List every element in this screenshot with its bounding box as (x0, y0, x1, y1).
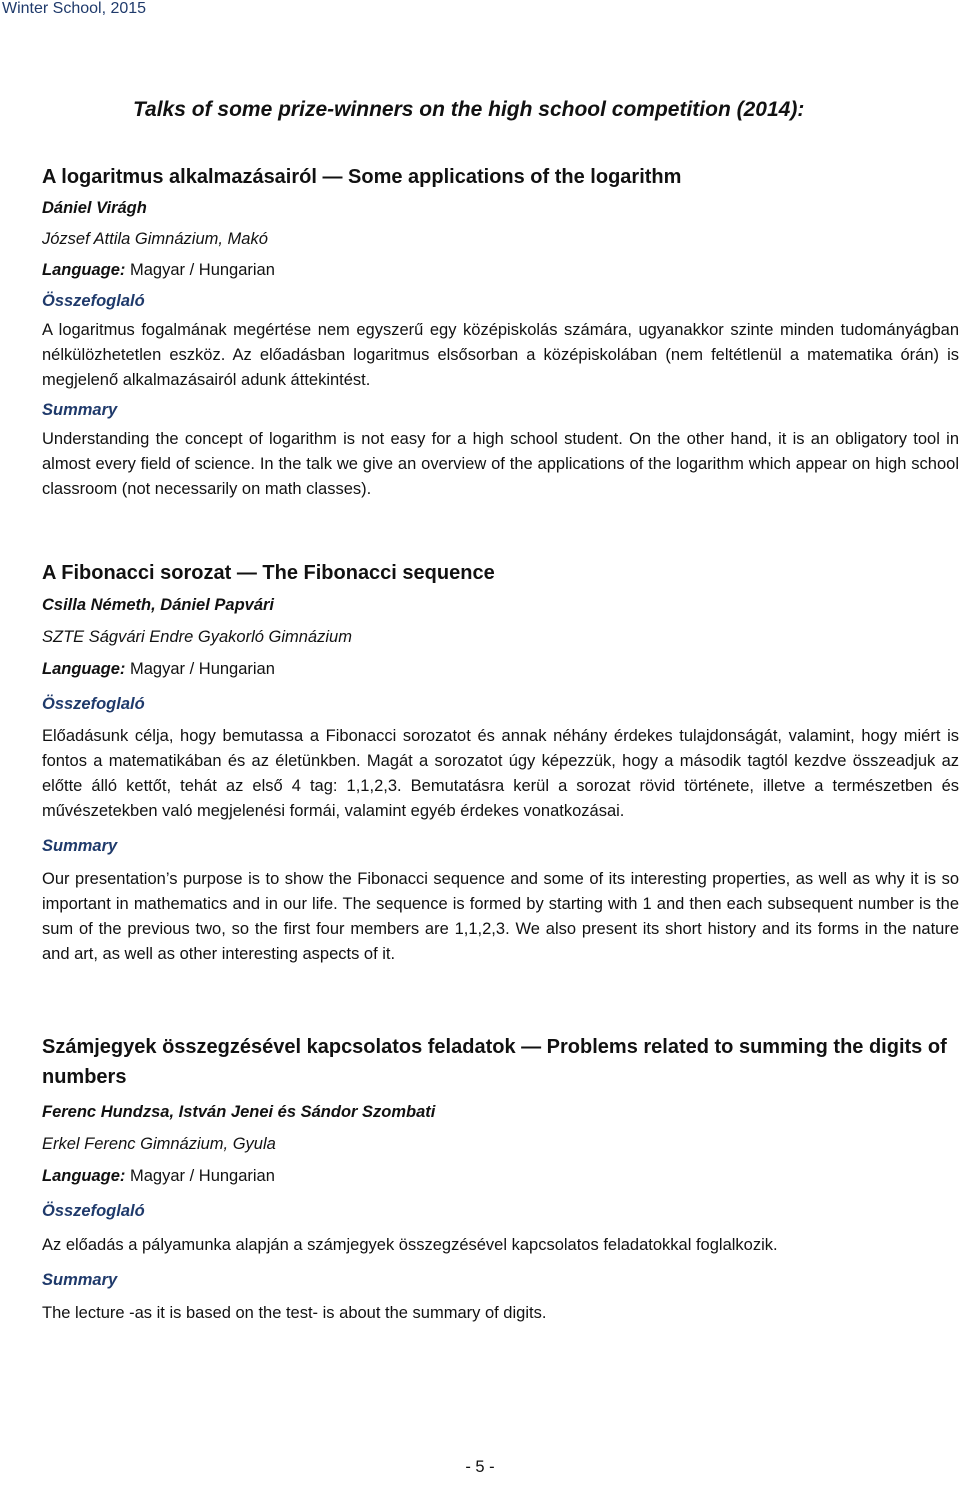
language-label: Language: (42, 261, 126, 279)
talk-language (42, 659, 959, 679)
language-label: Language: (42, 660, 126, 678)
abstract-hu: Előadásunk célja, hogy bemutassa a Fibonacci sorozatot és annak néhány érdekes tulajdonságát, valamint, hogy miért is fontos a matematikában és az életünkben. Magát a sorozatot úgy képezzük, hogy a második tagtól kezdve összeadjuk az előtte álló kettőt, tehát az első 4 tag: 1,1,2,3. Bemutatásra kerül a sorozat rövid története, illetve a természetben és művészetekben való megjelenési formái, valamint egyéb érdekes vonatkozásai. (42, 727, 959, 820)
language-value: Magyar / Hungarian (125, 660, 275, 678)
abstract-hu: Az előadás a pályamunka alapján a számjegyek összegzésével kapcsolatos feladatokkal foglalkozik. (42, 1236, 778, 1254)
talk-school: SZTE Ságvári Endre Gyakorló Gimnázium (42, 628, 352, 646)
language-value: Magyar / Hungarian (125, 261, 275, 279)
talk-title: A Fibonacci sorozat — The Fibonacci sequence (42, 562, 495, 584)
summary-text: The lecture -as it is based on the test- is about the summary of digits. (42, 1304, 547, 1322)
talk-authors: Csilla Németh, Dániel Papvári (42, 596, 275, 614)
talk-authors: Ferenc Hundzsa, István Jenei és Sándor Szombati (42, 1103, 436, 1121)
abstract-hu-label: Összefoglaló (42, 292, 145, 310)
abstract-hu-label: Összefoglaló (42, 1202, 145, 1220)
abstract-hu: A logaritmus fogalmának megértése nem egyszerű egy középiskolás számára, ugyanakkor szinte minden tudományágban nélkülözhetetlen eszköz. Az előadásban logaritmus elsősorban a középiskolában (nem feltétlenül a matematika órán) is megjelenő alkalmazásairól adunk áttekintést. (42, 321, 959, 389)
talk-fibonacci (42, 558, 959, 967)
summary-label: Summary (42, 1271, 118, 1289)
language-label: Language: (42, 1167, 126, 1185)
language-value: Magyar / Hungarian (125, 1167, 275, 1185)
talk-language (42, 1166, 959, 1186)
talk-authors: Dániel Virágh (42, 199, 147, 217)
page-title: Talks of some prize-winners on the high school competition (2014): (133, 98, 805, 121)
talk-school: Erkel Ferenc Gimnázium, Gyula (42, 1135, 276, 1153)
talk-title: Számjegyek összegzésével kapcsolatos feladatok — Problems related to summing the digits of numbers (42, 1036, 947, 1088)
talk-title: A logaritmus alkalmazásairól — Some applications of the logarithm (42, 166, 682, 188)
talk-digit-sums (42, 1032, 959, 1326)
summary-text: Our presentation’s purpose is to show the Fibonacci sequence and some of its interesting properties, as well as why it is so important in mathematics and in our life. The sequence is formed by starting with 1 and then each subsequent number is the sum of the previous two, so the first four members are 1,1,2,3. We also present its short history and its forms in the nature and art, as well as other interesting aspects of it. (42, 870, 959, 963)
summary-label: Summary (42, 401, 118, 419)
talk-school: József Attila Gimnázium, Makó (42, 230, 268, 248)
summary-label: Summary (42, 837, 118, 855)
talk-language (42, 260, 959, 280)
page-number: - 5 - (465, 1458, 495, 1476)
summary-text: Understanding the concept of logarithm is not easy for a high school student. On the other hand, it is an obligatory tool in almost every field of science. In the talk we give an overview of the applications of the logarithm which appear on high school classroom (not necessarily on math classes). (42, 430, 959, 498)
running-header: Winter School, 2015 (2, 0, 147, 17)
abstract-hu-label: Összefoglaló (42, 695, 145, 713)
talk-logarithm (42, 162, 959, 502)
